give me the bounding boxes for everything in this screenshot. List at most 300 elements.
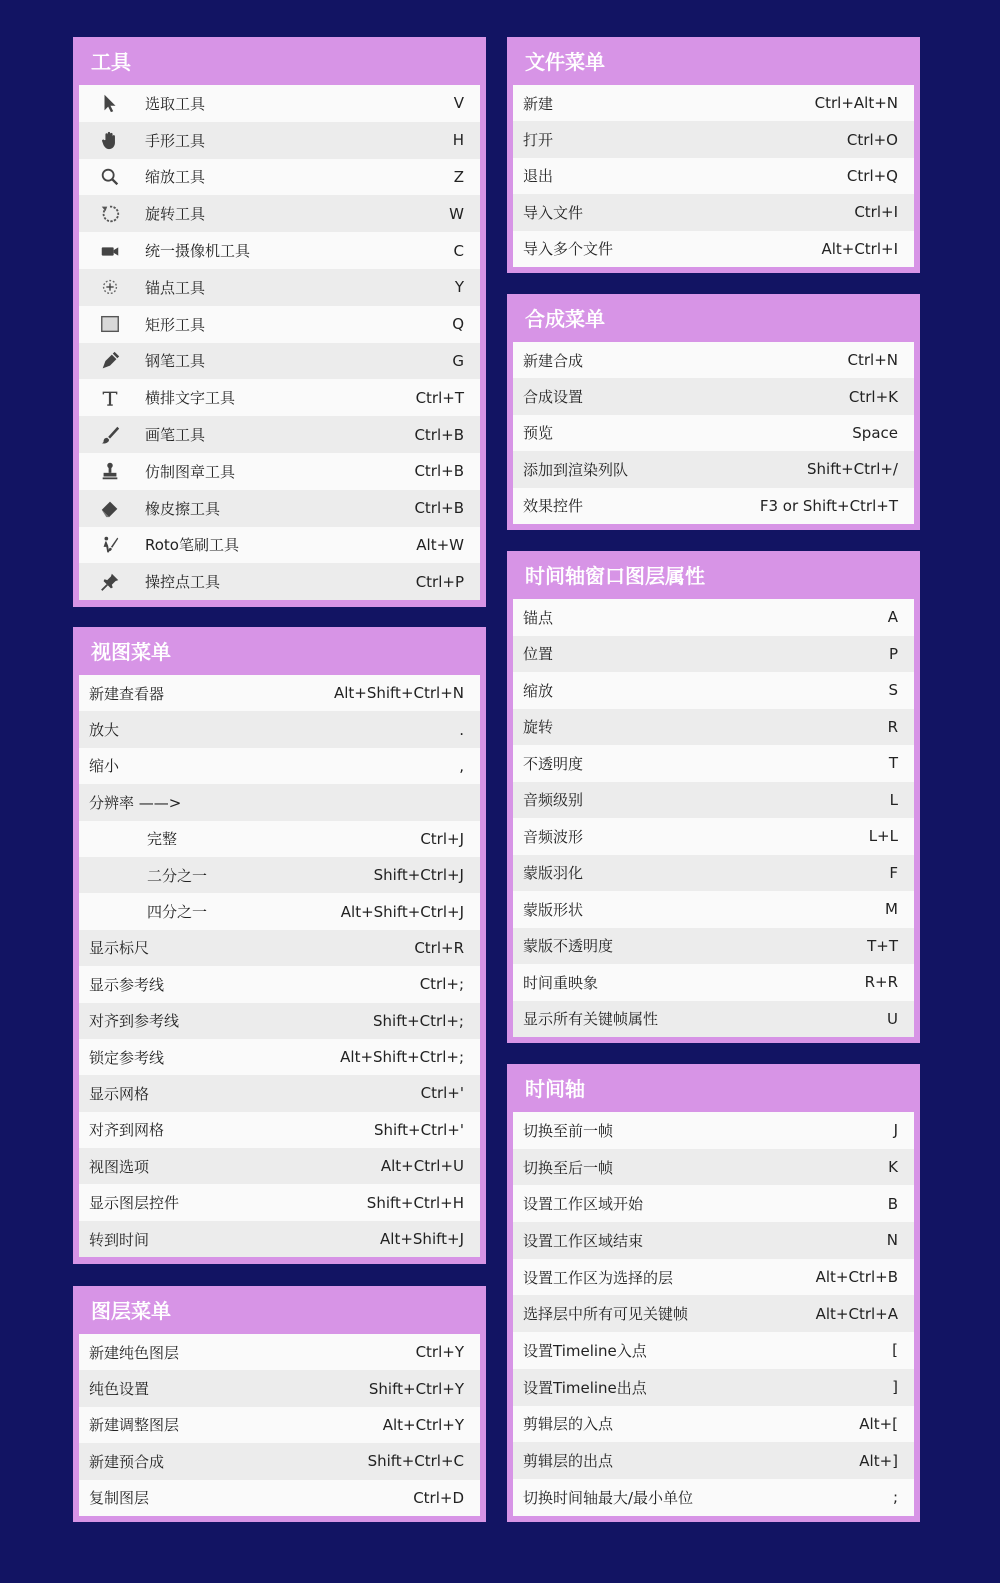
item-left	[523, 753, 583, 774]
item-shortcut: T+T	[867, 936, 898, 955]
item-shortcut: Alt+Shift+Ctrl+J	[340, 902, 464, 921]
item-shortcut: Ctrl+Y	[415, 1343, 464, 1362]
item-label: 添加到渲染列队	[523, 460, 629, 479]
item-label: 仿制图章工具	[145, 462, 236, 481]
list-item	[79, 784, 480, 820]
item-left	[89, 828, 177, 849]
list-item	[513, 1332, 914, 1369]
item-left	[523, 1450, 613, 1471]
item-shortcut: Ctrl+B	[414, 425, 464, 444]
text-icon	[97, 385, 123, 411]
item-left	[89, 792, 181, 813]
item-label: 剪辑层的出点	[523, 1452, 614, 1471]
item-label: 转到时间	[89, 1230, 150, 1249]
item-shortcut: Ctrl+;	[419, 975, 464, 994]
list-item	[513, 342, 914, 378]
list-item	[513, 672, 914, 709]
item-left	[89, 569, 220, 595]
panel-title: 合成菜单	[525, 307, 605, 331]
item-left	[89, 164, 205, 190]
item-label: 锚点工具	[145, 278, 206, 297]
item-label: 统一摄像机工具	[145, 242, 251, 261]
item-left	[89, 1229, 149, 1250]
item-label: 复制图层	[89, 1489, 150, 1508]
item-left	[89, 1083, 149, 1104]
tools-panel	[73, 37, 486, 607]
item-shortcut: Alt+Ctrl+Y	[382, 1415, 464, 1434]
item-left	[523, 165, 553, 186]
item-left	[89, 238, 250, 264]
layer-menu-panel	[73, 1286, 486, 1522]
item-label: 导入文件	[523, 203, 584, 222]
item-shortcut: Alt+Shift+Ctrl+N	[333, 684, 464, 703]
item-label: 设置工作区为选择的层	[523, 1268, 674, 1287]
list-item	[79, 1148, 480, 1184]
item-label: 新建查看器	[89, 684, 165, 703]
item-label: 画笔工具	[145, 426, 206, 445]
item-label: 切换时间轴最大/最小单位	[523, 1488, 694, 1507]
list-item	[79, 1112, 480, 1148]
list-item	[79, 85, 480, 122]
item-shortcut: Alt+Ctrl+A	[815, 1304, 898, 1323]
item-left	[89, 1010, 179, 1031]
file-menu-list	[513, 85, 914, 267]
layer-props-panel	[507, 551, 920, 1043]
list-item	[79, 893, 480, 929]
item-label: 显示标尺	[89, 939, 150, 958]
item-label: 新建纯色图层	[89, 1343, 180, 1362]
item-label: 新建合成	[523, 351, 584, 370]
item-left	[89, 1378, 149, 1399]
item-label: 矩形工具	[145, 315, 206, 334]
item-shortcut: R	[887, 717, 898, 736]
item-label: 音频级别	[523, 791, 584, 810]
item-shortcut: V	[453, 94, 464, 113]
item-shortcut: Ctrl+T	[415, 388, 464, 407]
item-label: 分辨率 ——>	[89, 793, 182, 812]
item-left	[523, 495, 583, 516]
brush-icon	[97, 422, 123, 448]
list-item	[513, 1295, 914, 1332]
panel-title: 工具	[91, 50, 131, 74]
item-left	[89, 385, 235, 411]
item-shortcut: Ctrl+J	[420, 829, 464, 848]
item-label: 放大	[89, 721, 120, 740]
item-label: 显示网格	[89, 1084, 150, 1103]
anchor-point-icon	[97, 274, 123, 300]
list-item	[513, 1222, 914, 1259]
item-left	[89, 348, 205, 374]
layer-props-list	[513, 599, 914, 1037]
list-item	[79, 1075, 480, 1111]
item-label: 预览	[523, 424, 554, 443]
item-left	[89, 201, 205, 227]
item-label: 剪辑层的入点	[523, 1415, 614, 1434]
item-left	[523, 862, 583, 883]
item-left	[89, 974, 164, 995]
item-shortcut: Shift+Ctrl+'	[373, 1120, 464, 1139]
comp-menu-list	[513, 342, 914, 524]
list-item	[513, 1112, 914, 1149]
list-item	[79, 1334, 480, 1370]
list-item	[79, 1480, 480, 1516]
list-item	[79, 966, 480, 1002]
view-menu-panel	[73, 627, 486, 1264]
list-item	[79, 1221, 480, 1257]
item-label: 新建调整图层	[89, 1416, 180, 1435]
list-item	[513, 782, 914, 819]
item-left	[89, 532, 239, 558]
comp-menu-panel	[507, 294, 920, 530]
item-label: 打开	[523, 131, 554, 150]
item-left	[523, 93, 553, 114]
pen-icon	[97, 348, 123, 374]
item-label: 缩放工具	[145, 168, 206, 187]
item-left	[89, 937, 149, 958]
list-item	[513, 1259, 914, 1296]
item-shortcut: Alt+Ctrl+U	[380, 1157, 464, 1176]
item-label: 完整	[147, 830, 178, 849]
list-item	[513, 709, 914, 746]
list-item	[513, 85, 914, 121]
item-label: 操控点工具	[145, 573, 221, 592]
item-label: 新建预合成	[89, 1452, 165, 1471]
item-shortcut: Shift+Ctrl+/	[807, 460, 898, 479]
item-shortcut: Ctrl+B	[414, 462, 464, 481]
item-shortcut: R+R	[864, 973, 898, 992]
item-shortcut: B	[887, 1194, 898, 1213]
item-left	[523, 789, 583, 810]
item-label: 时间重映象	[523, 973, 599, 992]
item-label: 新建	[523, 94, 554, 113]
item-left	[523, 1340, 647, 1361]
item-shortcut: Ctrl+P	[415, 572, 464, 591]
item-shortcut: Y	[454, 278, 464, 297]
list-item	[513, 378, 914, 414]
item-shortcut: F	[889, 863, 898, 882]
item-shortcut: Ctrl+I	[854, 203, 898, 222]
item-left	[89, 495, 220, 521]
item-shortcut: W	[449, 204, 464, 223]
item-label: 钢笔工具	[145, 352, 206, 371]
layer-menu-list	[79, 1334, 480, 1516]
rotate-icon	[97, 201, 123, 227]
item-shortcut: M	[885, 900, 898, 919]
item-left	[523, 1120, 613, 1141]
item-shortcut: Alt+]	[859, 1451, 898, 1470]
item-left	[89, 1342, 179, 1363]
stamp-icon	[97, 458, 123, 484]
item-left	[89, 1156, 149, 1177]
list-item	[513, 451, 914, 487]
list-item	[79, 1003, 480, 1039]
item-left	[523, 1230, 643, 1251]
tools-list	[79, 85, 480, 600]
item-left	[523, 1487, 693, 1508]
item-shortcut: ]	[892, 1378, 898, 1397]
list-item	[513, 488, 914, 524]
item-label: 效果控件	[523, 497, 584, 516]
item-label: 退出	[523, 167, 554, 186]
selection-arrow-icon	[97, 90, 123, 116]
list-item	[79, 821, 480, 857]
item-shortcut: S	[888, 681, 898, 700]
item-left	[523, 1157, 613, 1178]
item-left	[523, 1303, 688, 1324]
list-item	[79, 490, 480, 527]
panel-title: 时间轴窗口图层属性	[525, 564, 705, 588]
list-item	[79, 563, 480, 600]
item-label: 设置工作区域结束	[523, 1231, 644, 1250]
item-left	[523, 680, 553, 701]
item-left	[89, 458, 235, 484]
item-shortcut: H	[452, 131, 464, 150]
item-label: 对齐到网格	[89, 1121, 165, 1140]
item-shortcut: N	[886, 1231, 898, 1250]
rectangle-icon	[97, 311, 123, 337]
item-label: 设置Timeline出点	[523, 1378, 647, 1397]
item-label: 设置工作区域开始	[523, 1195, 644, 1214]
item-label: 蒙版羽化	[523, 864, 584, 883]
panel-title: 视图菜单	[91, 640, 171, 664]
item-left	[523, 202, 583, 223]
item-label: 显示图层控件	[89, 1194, 180, 1213]
list-item	[79, 379, 480, 416]
item-label: 选取工具	[145, 94, 206, 113]
list-item	[513, 194, 914, 230]
list-item	[513, 745, 914, 782]
item-left	[523, 129, 553, 150]
item-left	[89, 1119, 164, 1140]
item-label: 纯色设置	[89, 1380, 150, 1399]
list-item	[79, 343, 480, 380]
item-label: 缩放	[523, 681, 554, 700]
item-left	[523, 607, 553, 628]
list-item	[513, 1406, 914, 1443]
list-item	[79, 1039, 480, 1075]
item-left	[89, 865, 207, 886]
item-shortcut: T	[888, 754, 898, 773]
magnifier-icon	[97, 164, 123, 190]
list-item	[79, 122, 480, 159]
item-label: Roto笔刷工具	[145, 536, 239, 555]
list-item	[79, 748, 480, 784]
item-left	[523, 1193, 643, 1214]
item-label: 对齐到参考线	[89, 1012, 180, 1031]
item-shortcut: ;	[892, 1488, 898, 1507]
item-left	[523, 899, 583, 920]
item-shortcut: Ctrl+B	[414, 499, 464, 518]
item-shortcut: Ctrl+D	[413, 1488, 464, 1507]
item-shortcut: Shift+Ctrl+H	[366, 1193, 464, 1212]
item-shortcut: Ctrl+N	[847, 351, 898, 370]
list-item	[513, 1001, 914, 1038]
item-left	[89, 1192, 179, 1213]
list-item	[79, 1407, 480, 1443]
list-item	[513, 1149, 914, 1186]
item-label: 位置	[523, 645, 554, 664]
list-item	[513, 231, 914, 267]
item-label: 音频波形	[523, 827, 584, 846]
item-shortcut: Ctrl+K	[848, 387, 898, 406]
item-shortcut: K	[888, 1158, 898, 1177]
item-shortcut: Alt+Ctrl+B	[815, 1268, 898, 1287]
item-label: 橡皮擦工具	[145, 499, 221, 518]
item-left	[89, 274, 205, 300]
item-left	[523, 1267, 673, 1288]
item-left	[523, 716, 553, 737]
panel-title: 图层菜单	[91, 1299, 171, 1323]
list-item	[79, 159, 480, 196]
item-left	[89, 1047, 164, 1068]
item-shortcut: A	[887, 608, 898, 627]
item-shortcut: Q	[452, 315, 464, 334]
item-shortcut: F3 or Shift+Ctrl+T	[759, 496, 898, 515]
item-shortcut: P	[888, 644, 898, 663]
item-label: 手形工具	[145, 131, 206, 150]
item-shortcut: Shift+Ctrl+C	[367, 1452, 464, 1471]
item-left	[523, 459, 628, 480]
item-left	[523, 422, 553, 443]
item-label: 旋转	[523, 718, 554, 737]
item-label: 切换至前一帧	[523, 1121, 614, 1140]
list-item	[513, 818, 914, 855]
item-label: 切换至后一帧	[523, 1158, 614, 1177]
item-label: 缩小	[89, 757, 120, 776]
item-left	[523, 238, 613, 259]
item-left	[523, 826, 583, 847]
item-label: 旋转工具	[145, 205, 206, 224]
list-item	[79, 232, 480, 269]
item-shortcut: Ctrl+O	[846, 130, 898, 149]
item-label: 蒙版不透明度	[523, 937, 614, 956]
item-left	[89, 719, 119, 740]
list-item	[513, 599, 914, 636]
list-item	[79, 711, 480, 747]
list-item	[513, 636, 914, 673]
item-left	[89, 755, 119, 776]
item-shortcut: U	[887, 1009, 898, 1028]
list-item	[79, 416, 480, 453]
item-left	[89, 1487, 149, 1508]
item-left	[523, 935, 613, 956]
item-left	[523, 1008, 658, 1029]
file-menu-panel	[507, 37, 920, 273]
item-shortcut: L+L	[868, 827, 898, 846]
item-shortcut: Alt+Shift+J	[380, 1230, 464, 1249]
panel-title: 时间轴	[525, 1077, 585, 1101]
item-shortcut: Alt+[	[859, 1414, 898, 1433]
item-shortcut: Z	[453, 167, 464, 186]
list-item	[79, 269, 480, 306]
camera-icon	[97, 238, 123, 264]
item-label: 合成设置	[523, 388, 584, 407]
item-shortcut: Space	[852, 423, 898, 442]
item-label: 显示所有关键帧属性	[523, 1010, 659, 1029]
list-item	[513, 891, 914, 928]
item-shortcut: Ctrl+R	[414, 938, 464, 957]
list-item	[513, 964, 914, 1001]
list-item	[79, 1184, 480, 1220]
list-item	[513, 1185, 914, 1222]
list-item	[513, 855, 914, 892]
list-item	[513, 1479, 914, 1516]
item-label: 选择层中所有可见关键帧	[523, 1305, 689, 1324]
item-shortcut: .	[459, 720, 464, 739]
item-left	[89, 1451, 164, 1472]
list-item	[79, 1443, 480, 1479]
item-left	[89, 90, 205, 116]
item-left	[523, 1413, 613, 1434]
item-shortcut: Alt+Ctrl+I	[821, 239, 898, 258]
item-left	[89, 683, 164, 704]
list-item	[79, 306, 480, 343]
eraser-icon	[97, 495, 123, 521]
item-shortcut: Ctrl+'	[420, 1084, 464, 1103]
item-label: 横排文字工具	[145, 389, 236, 408]
item-label: 不透明度	[523, 754, 584, 773]
timeline-panel	[507, 1064, 920, 1522]
list-item	[513, 158, 914, 194]
item-label: 四分之一	[147, 903, 208, 922]
hand-icon	[97, 127, 123, 153]
item-shortcut: Alt+W	[416, 535, 464, 554]
list-item	[79, 857, 480, 893]
list-item	[513, 928, 914, 965]
item-shortcut: [	[892, 1341, 898, 1360]
item-left	[523, 972, 598, 993]
item-label: 蒙版形状	[523, 900, 584, 919]
item-label: 锚点	[523, 608, 554, 627]
list-item	[513, 415, 914, 451]
list-item	[513, 121, 914, 157]
item-shortcut: Shift+Ctrl+J	[373, 866, 464, 885]
item-left	[89, 422, 205, 448]
item-label: 锁定参考线	[89, 1048, 165, 1067]
item-shortcut: Alt+Shift+Ctrl+;	[340, 1048, 464, 1067]
item-shortcut: L	[889, 790, 898, 809]
item-shortcut: G	[452, 351, 464, 370]
item-shortcut: C	[453, 241, 464, 260]
item-shortcut: ,	[459, 756, 464, 775]
item-label: 二分之一	[147, 866, 208, 885]
item-left	[89, 311, 205, 337]
item-left	[523, 643, 553, 664]
puppet-pin-icon	[97, 569, 123, 595]
list-item	[79, 930, 480, 966]
item-left	[523, 386, 583, 407]
item-left	[89, 127, 205, 153]
item-left	[523, 350, 583, 371]
item-shortcut: J	[893, 1121, 898, 1140]
timeline-list	[513, 1112, 914, 1516]
item-shortcut: Ctrl+Alt+N	[814, 94, 898, 113]
list-item	[79, 527, 480, 564]
list-item	[513, 1442, 914, 1479]
list-item	[513, 1369, 914, 1406]
item-label: 设置Timeline入点	[523, 1341, 647, 1360]
view-menu-list	[79, 675, 480, 1257]
item-label: 显示参考线	[89, 975, 165, 994]
list-item	[79, 675, 480, 711]
item-shortcut: Shift+Ctrl+Y	[368, 1379, 464, 1398]
item-label: 导入多个文件	[523, 240, 614, 259]
list-item	[79, 195, 480, 232]
item-left	[89, 901, 207, 922]
item-label: 视图选项	[89, 1157, 150, 1176]
list-item	[79, 453, 480, 490]
panel-title: 文件菜单	[525, 50, 605, 74]
